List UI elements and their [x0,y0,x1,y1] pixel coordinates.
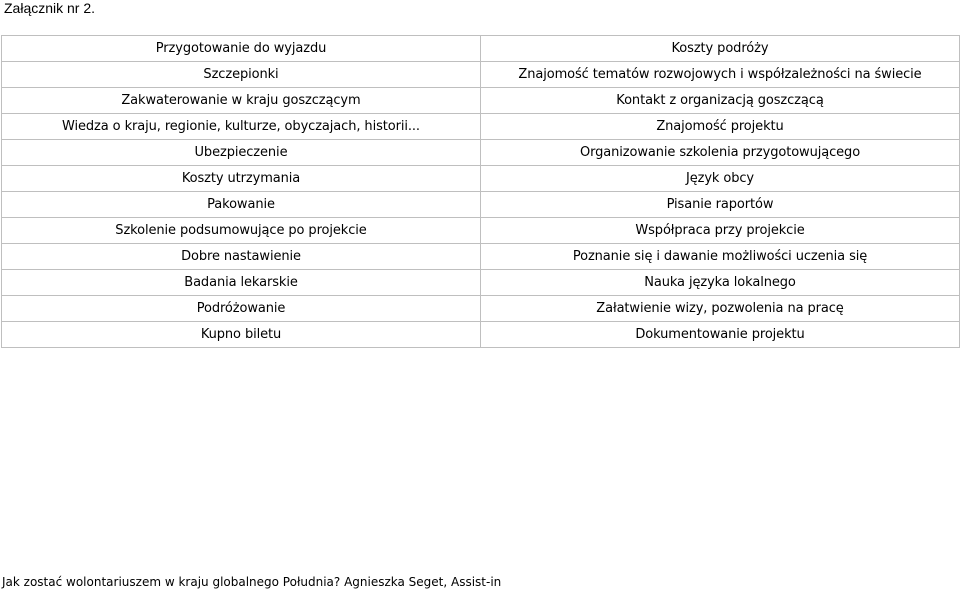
table-cell-left: Kupno biletu [2,322,481,348]
table-cell-left: Zakwaterowanie w kraju goszczącym [2,88,481,114]
table-row [2,322,960,348]
table-cell-right: Nauka języka lokalnego [481,270,960,296]
table-cell-right: Organizowanie szkolenia przygotowującego [481,140,960,166]
table-cell-left: Wiedza o kraju, regionie, kulturze, obyczajach, historii... [2,114,481,140]
table-row [2,296,960,322]
table-cell-right: Znajomość tematów rozwojowych i współzależności na świecie [481,62,960,88]
table-cell-left: Podróżowanie [2,296,481,322]
table-row [2,270,960,296]
table-cell-left: Pakowanie [2,192,481,218]
table-cell-right: Pisanie raportów [481,192,960,218]
table-row [2,218,960,244]
checklist-table [1,35,960,348]
table-cell-left: Badania lekarskie [2,270,481,296]
table-row [2,88,960,114]
table-cell-right: Współpraca przy projekcie [481,218,960,244]
table-cell-left: Ubezpieczenie [2,140,481,166]
table-row [2,192,960,218]
table-cell-right: Poznanie się i dawanie możliwości uczenia się [481,244,960,270]
table-cell-left: Szkolenie podsumowujące po projekcie [2,218,481,244]
page-footer: Jak zostać wolontariuszem w kraju globalnego Południa? Agnieszka Seget, Assist-in [2,575,502,589]
table-cell-right: Koszty podróży [481,36,960,62]
table-row [2,114,960,140]
table-row [2,166,960,192]
table-cell-left: Przygotowanie do wyjazdu [2,36,481,62]
table-cell-right: Kontakt z organizacją goszczącą [481,88,960,114]
table-cell-right: Załatwienie wizy, pozwolenia na pracę [481,296,960,322]
table-cell-left: Szczepionki [2,62,481,88]
table-cell-right: Znajomość projektu [481,114,960,140]
table-cell-right: Język obcy [481,166,960,192]
table-row [2,62,960,88]
table-cell-left: Koszty utrzymania [2,166,481,192]
attachment-heading: Załącznik nr 2. [4,0,96,16]
table-row [2,36,960,62]
table-cell-left: Dobre nastawienie [2,244,481,270]
table-row [2,244,960,270]
table-row [2,140,960,166]
table-cell-right: Dokumentowanie projektu [481,322,960,348]
